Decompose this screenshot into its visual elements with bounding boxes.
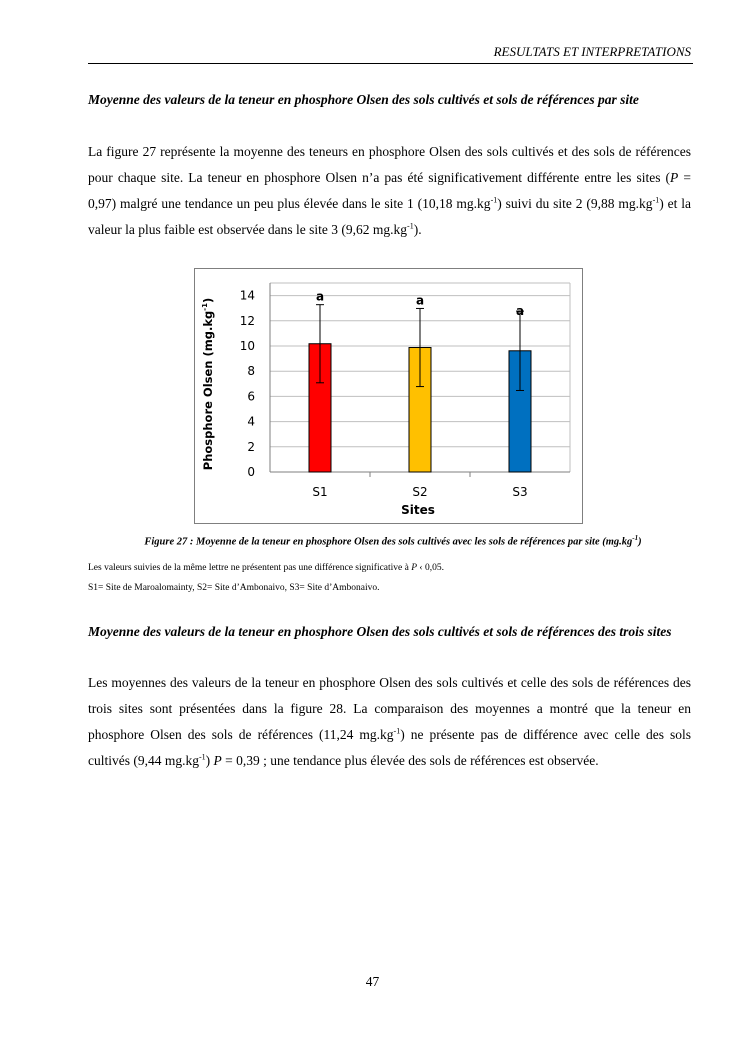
y-tick-label: 14 xyxy=(239,288,255,303)
header-rule xyxy=(88,63,693,64)
y-tick-label: 6 xyxy=(247,389,255,404)
significance-letter: a xyxy=(415,293,425,308)
figure-note-sites: S1= Site de Maroalomainty, S2= Site d’Ambonaivo, S3= Site d’Ambonaivo. xyxy=(88,583,380,593)
y-tick-label: 0 xyxy=(247,465,255,479)
x-tick-label: S3 xyxy=(512,485,528,499)
section1-paragraph: La figure 27 représente la moyenne des teneurs en phosphore Olsen des sols cultivés et des sols de références pour chaque site. La teneur en phosphore Olsen n’a pas été significativement différente entre les sites (P = 0,97) malgré une tendance un peu plus élevée dans le site 1 (10,18 $mg.kg^{-1}$) suivi du site 2 (9,88 $mg.kg^{-1}$) et la valeur la plus faible est observée dans le site 3 (9,62 $mg.kg^{-1}$). xyxy=(88,144,691,237)
x-tick-label: S2 xyxy=(412,485,428,499)
y-axis-title: Phosphore Olsen $(mg.kg^{-1})$ xyxy=(201,297,215,471)
page-number: 47 xyxy=(365,974,380,989)
y-tick-label: 12 xyxy=(239,313,255,328)
significance-letter: a xyxy=(515,304,525,319)
y-tick-label: 10 xyxy=(239,339,255,353)
bar-chart xyxy=(195,269,582,523)
section2-paragraph: Les moyennes des valeurs de la teneur en phosphore Olsen des sols cultivés et celle des sols de références des trois sites sont présentées dans la figure 28. La comparaison des moyennes a montré que la teneur en phosphore Olsen des sols de références (11,24 $mg.kg^{-1}$) ne présente pas de différence avec celle des sols cultivés (9,44 $mg.kg^{-1}$) P = 0,39 ; une tendance plus élevée des sols de références est observée. xyxy=(88,675,691,768)
x-tick-label: S1 xyxy=(312,485,328,499)
section2-heading: Moyenne des valeurs de la teneur en phosphore Olsen des sols cultivés et sols de références des trois sites xyxy=(88,624,672,639)
figure-note-significance: Les valeurs suivies de la même lettre ne présentent pas une différence significative à P ‹ 0,05. xyxy=(88,563,444,573)
y-tick-label: 4 xyxy=(247,414,255,429)
significance-letter: a xyxy=(315,289,325,304)
y-tick-label: 2 xyxy=(247,439,255,454)
section1-heading: Moyenne des valeurs de la teneur en phosphore Olsen des sols cultivés et sols de références par site xyxy=(88,92,639,107)
y-tick-label: 8 xyxy=(247,364,255,379)
running-header: RESULTATS ET INTERPRETATIONS xyxy=(493,44,691,59)
figure-27-chart xyxy=(194,268,583,524)
x-axis-title: Sites xyxy=(401,503,435,517)
figure-caption: Figure 27 : Moyenne de la teneur en phosphore Olsen des sols cultivés avec les sols de références par site $(mg.kg^{-1})$ xyxy=(144,534,642,548)
